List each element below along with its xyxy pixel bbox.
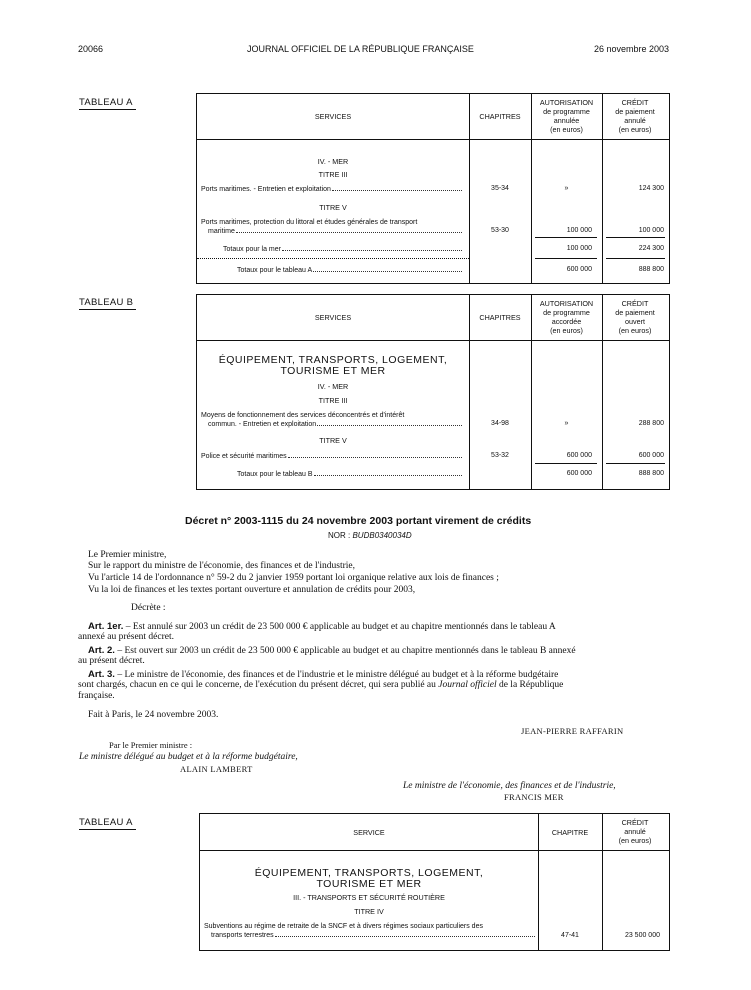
total-credit: 888 800 [638, 470, 664, 477]
col-services: SERVICES [314, 313, 352, 322]
total-row: Totaux pour la mer [201, 245, 463, 254]
table-row: transports terrestres [204, 931, 536, 940]
col-chapitres: CHAPITRES [479, 313, 521, 322]
auth-cell: 100 000 [566, 227, 592, 234]
total-credit: 224 300 [638, 245, 664, 252]
journal-title: JOURNAL OFFICIEL DE LA RÉPUBLIQUE FRANÇAISE [247, 44, 474, 54]
minister-budget: Le ministre délégué au budget et à la réforme budgétaire, [79, 752, 298, 762]
par-pm: Par le Premier ministre : [109, 740, 193, 750]
ministry-title-2: TOURISME ET MER [280, 365, 386, 377]
minister-economy: Le ministre de l'économie, des finances et de l'industrie, [403, 781, 616, 791]
section-title: III. - TRANSPORTS ET SÉCURITÉ ROUTIÈRE [293, 893, 445, 902]
col-credit: CRÉDIT de paiement ouvert (en euros) [615, 299, 655, 335]
article-3-cont: sont chargés, chacun en ce qui le concerne, de l'exécution du présent décret, qui sera publié au Journal officiel de la République [78, 680, 564, 690]
table-a2 [199, 813, 670, 951]
ministry-title: ÉQUIPEMENT, TRANSPORTS, LOGEMENT, [254, 867, 484, 879]
decree-title: Décret n° 2003-1115 du 24 novembre 2003 portant virement de crédits [185, 515, 532, 527]
col-autorisation: AUTORISATION de programme accordée (en euros) [539, 299, 594, 335]
col-service: SERVICE [353, 828, 385, 837]
header-date: 26 novembre 2003 [594, 44, 670, 54]
auth-cell: » [564, 185, 569, 192]
section-title: IV. - MER [317, 157, 349, 166]
total-row: Totaux pour le tableau A [201, 266, 463, 275]
article-3: Art. 3. – Le ministre de l'économie, des finances et de l'industrie et le ministre délégué au budget et à la réforme budgétaire [88, 669, 559, 680]
article-1-cont: annexé au présent décret. [78, 632, 175, 642]
table-b [196, 294, 670, 490]
table-row: maritime [201, 227, 463, 236]
credit-cell: 100 000 [638, 227, 664, 234]
article-2: Art. 2. – Est ouvert sur 2003 un crédit de 23 500 000 € applicable au budget et au chapitre mentionnés dans le tableau B annexé [88, 645, 576, 656]
col-services: SERVICES [314, 112, 352, 121]
section-title: IV. - MER [317, 382, 349, 391]
table-row-label: Subventions au régime de retraite de la SNCF et à divers régimes sociaux particuliers des [204, 923, 483, 930]
table-row: Police et sécurité maritimes [201, 452, 463, 461]
total-credit: 888 800 [638, 266, 664, 273]
total-row: Totaux pour le tableau B [201, 470, 463, 479]
table-row: Ports maritimes. - Entretien et exploitation [201, 185, 463, 194]
decree-p3: Vu l'article 14 de l'ordonnance n° 59-2 du 2 janvier 1959 portant loi organique relative aux lois de finances ; [88, 573, 499, 583]
titre-label: TITRE III [318, 396, 348, 405]
col-autorisation: AUTORISATION de programme annulée (en euros) [539, 98, 594, 134]
ministry-title: ÉQUIPEMENT, TRANSPORTS, LOGEMENT, [218, 354, 448, 366]
col-credit: CRÉDIT annulé (en euros) [618, 818, 652, 845]
table-row: commun. - Entretien et exploitation [201, 420, 463, 429]
credit-cell: 288 800 [638, 420, 664, 427]
total-auth: 600 000 [566, 470, 592, 477]
decree-p4: Vu la loi de finances et les textes portant ouverture et annulation de crédits pour 2003, [88, 585, 416, 595]
auth-cell: » [564, 420, 569, 427]
signer-pm: JEAN-PIERRE RAFFARIN [521, 726, 624, 736]
total-auth: 100 000 [566, 245, 592, 252]
titre-label: TITRE V [319, 436, 347, 445]
auth-cell: 600 000 [566, 452, 592, 459]
article-3-end: française. [78, 691, 115, 701]
titre-label: TITRE IV [354, 907, 384, 916]
decree-p1: Le Premier ministre, [88, 550, 167, 560]
col-chapitre: CHAPITRE [551, 828, 589, 837]
signer-economy: FRANCIS MER [504, 792, 564, 802]
chapter-cell: 47-41 [561, 932, 579, 939]
decrete: Décrète : [131, 603, 166, 613]
titre-label: TITRE III [318, 170, 348, 179]
ministry-title-2: TOURISME ET MER [316, 878, 422, 890]
signer-budget: ALAIN LAMBERT [180, 764, 253, 774]
article-2-cont: au présent décret. [78, 656, 145, 666]
table-a1 [196, 93, 670, 284]
chapter-cell: 34-98 [491, 420, 509, 427]
nor-line: NOR : BUDB0340034D [328, 531, 412, 540]
fait-a-paris: Fait à Paris, le 24 novembre 2003. [88, 710, 219, 720]
table-a1-tag: TABLEAU A [79, 97, 136, 110]
credit-cell: 124 300 [638, 185, 664, 192]
credit-cell: 23 500 000 [624, 932, 660, 939]
article-1: Art. 1er. – Est annulé sur 2003 un crédit de 23 500 000 € applicable au budget et au chapitre mentionnés dans le tableau A [88, 621, 556, 632]
col-chapitres: CHAPITRES [479, 112, 521, 121]
credit-cell: 600 000 [638, 452, 664, 459]
decree-p2: Sur le rapport du ministre de l'économie, des finances et de l'industrie, [88, 561, 355, 571]
table-b-tag: TABLEAU B [79, 297, 136, 310]
chapter-cell: 53-30 [491, 227, 509, 234]
page-number: 20066 [78, 44, 104, 54]
titre-label: TITRE V [319, 203, 347, 212]
table-row-label: Ports maritimes, protection du littoral et études générales de transport [201, 219, 418, 226]
total-auth: 600 000 [566, 266, 592, 273]
table-a2-tag: TABLEAU A [79, 817, 136, 830]
chapter-cell: 53-32 [491, 452, 509, 459]
col-credit: CRÉDIT de paiement annulé (en euros) [615, 98, 655, 134]
chapter-cell: 35-34 [491, 185, 509, 192]
table-row-label: Moyens de fonctionnement des services déconcentrés et d'intérêt [201, 412, 405, 419]
